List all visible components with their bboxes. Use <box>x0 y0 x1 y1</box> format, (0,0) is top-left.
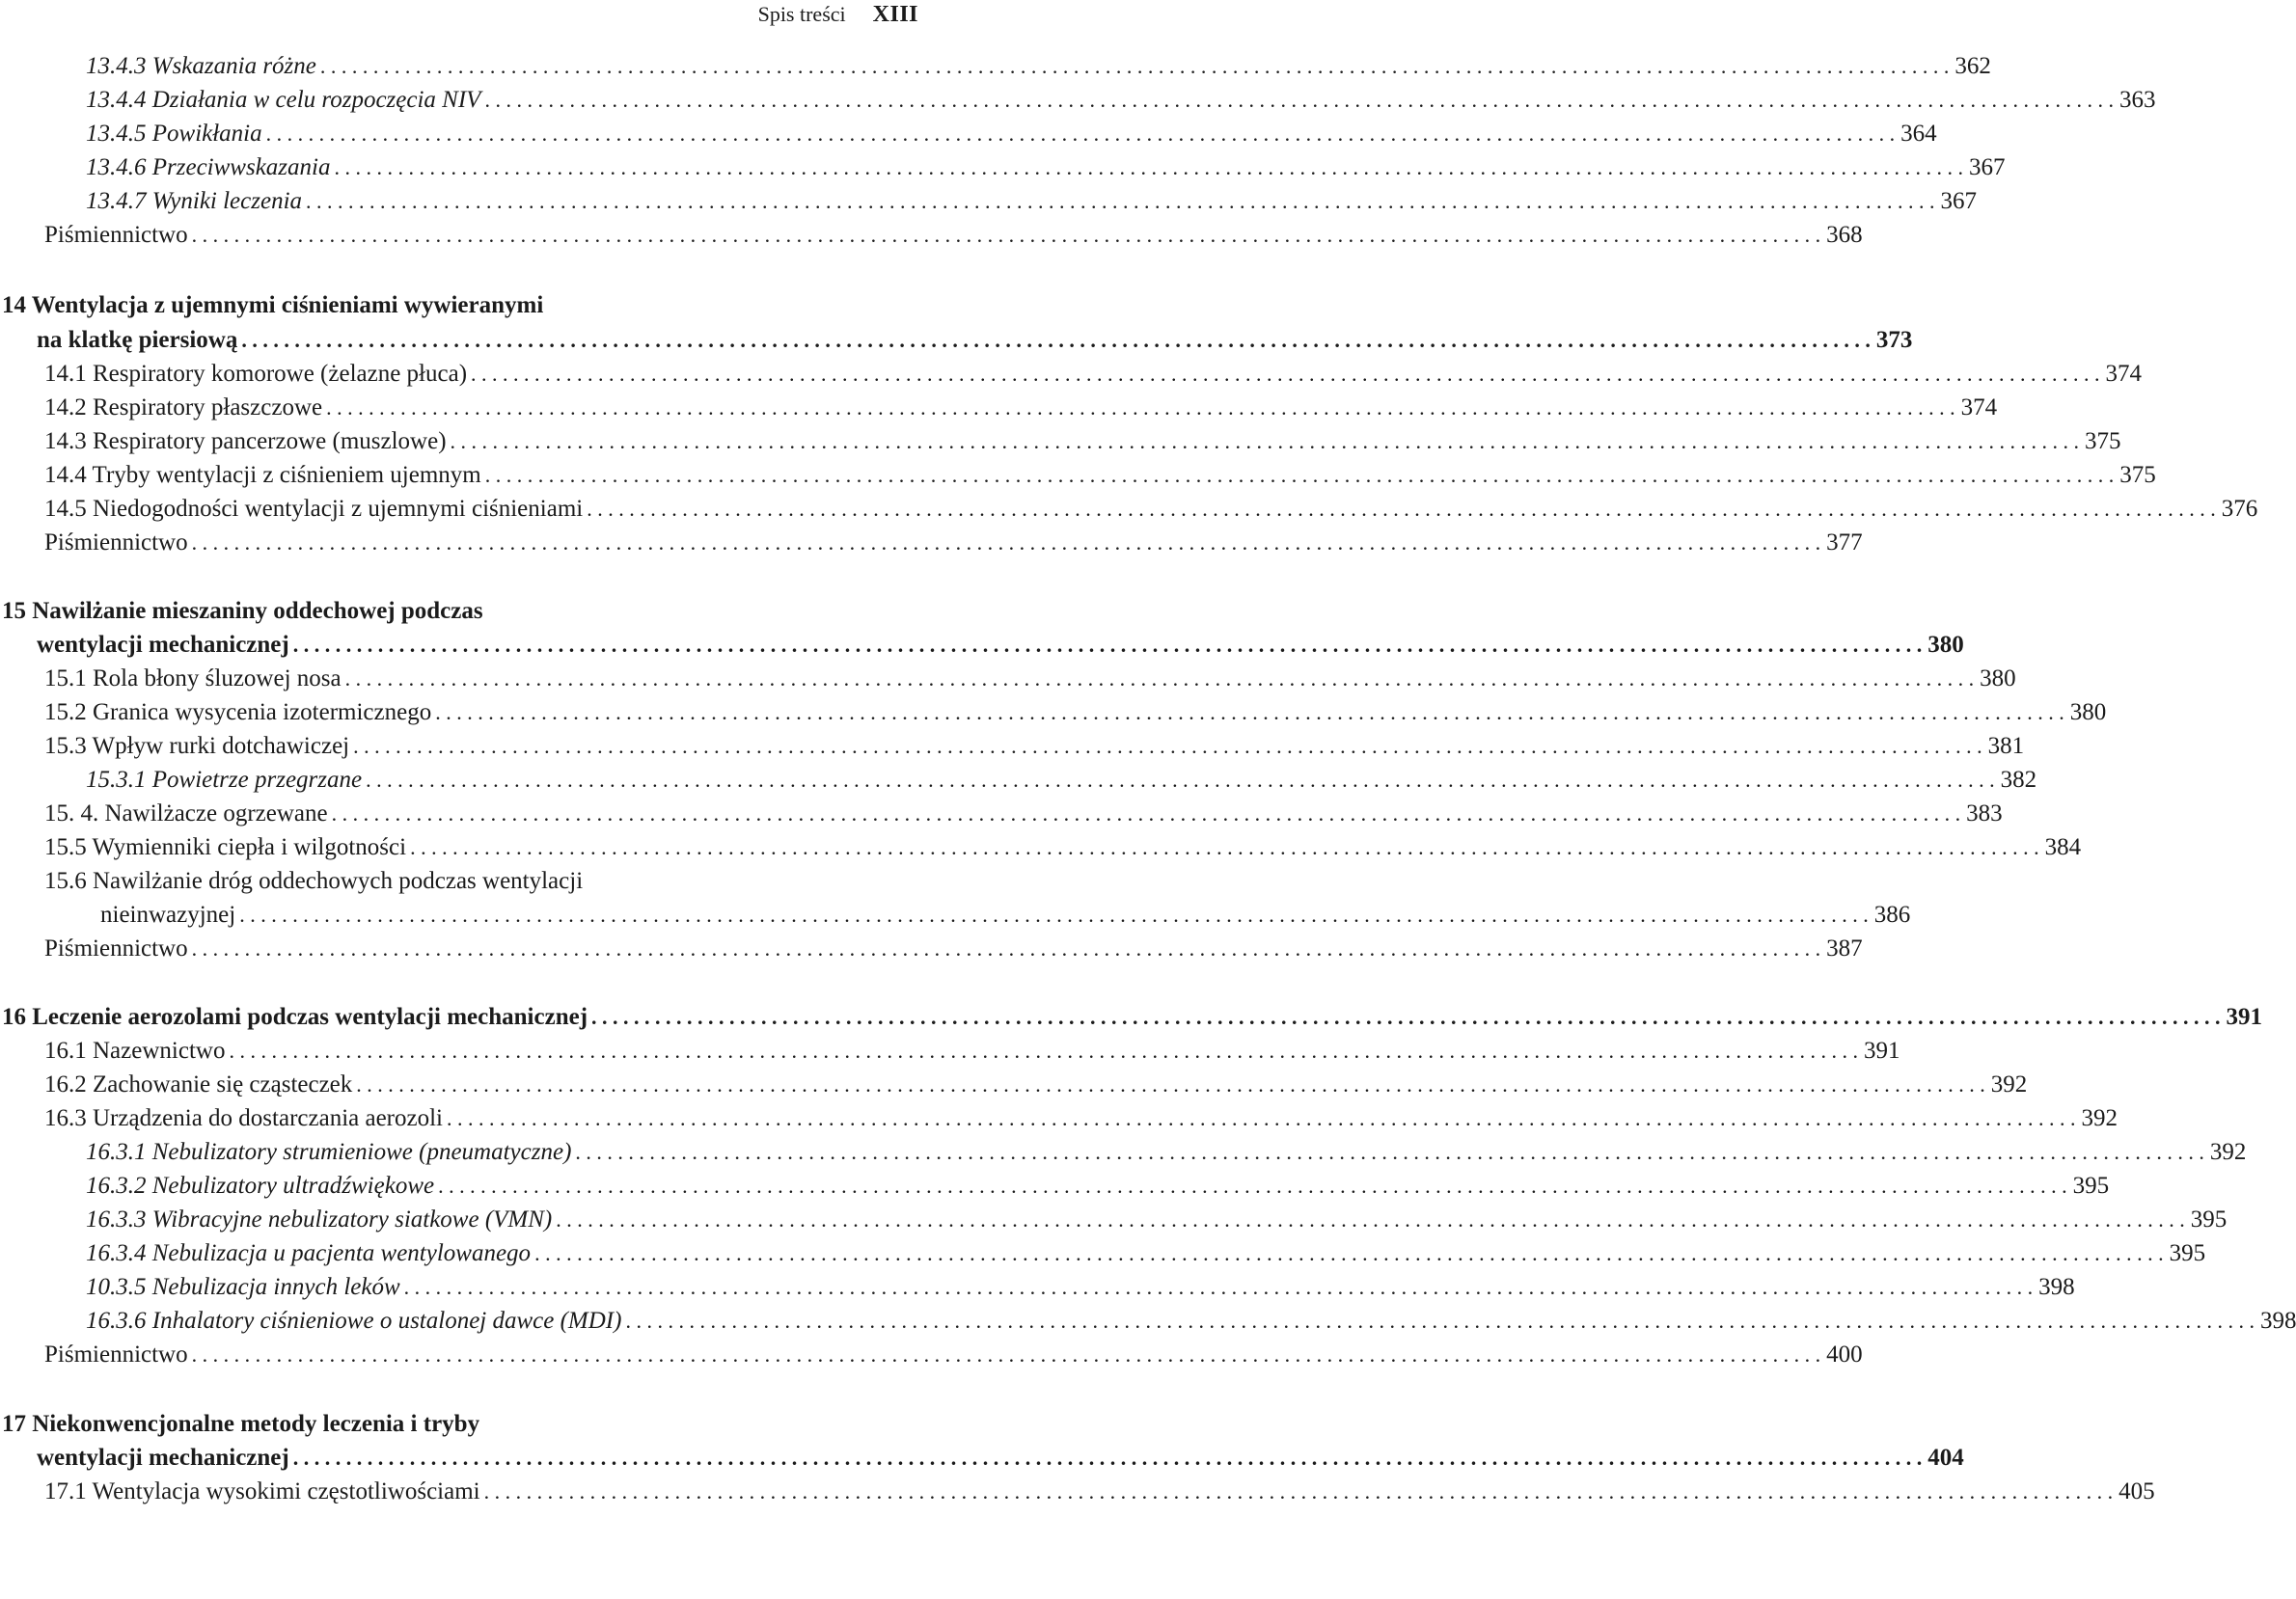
toc-entry[interactable] <box>0 1102 2118 1135</box>
dot-leader <box>471 358 2100 391</box>
toc-entry[interactable] <box>0 1271 2075 1304</box>
toc-entry-label: 13.4.4 Działania w celu rozpoczęcia NIV <box>86 87 481 113</box>
toc-entry-page: 374 <box>2105 361 2143 387</box>
toc-entry-page: 367 <box>1968 154 2006 180</box>
toc-entry-page: 375 <box>2119 462 2156 488</box>
toc-entry[interactable] <box>0 1170 2110 1203</box>
toc-entry[interactable] <box>0 50 1991 83</box>
dot-leader <box>293 629 1923 662</box>
toc-entry-label: 15.2 Granica wysycenia izotermicznego <box>44 699 432 725</box>
toc-entry[interactable] <box>0 764 2037 797</box>
toc-entry-label: 16.3.1 Nebulizatory strumieniowe (pneumatyczne) <box>86 1139 572 1165</box>
toc-entry-label: 15.1 Rola błony śluzowej nosa <box>44 665 342 691</box>
toc-entry-label: 14.2 Respiratory płaszczowe <box>44 394 323 420</box>
dot-leader <box>229 1035 1858 1068</box>
toc-entry-page: 398 <box>2259 1308 2296 1334</box>
toc-entry[interactable] <box>0 185 1978 218</box>
toc-entry-page: 383 <box>1966 800 2003 827</box>
toc-entry[interactable] <box>0 1136 2247 1169</box>
dot-leader <box>266 118 1896 150</box>
chapter-17-title-line1: 17 Niekonwencjonalne metody leczenia i tryby <box>2 1411 480 1437</box>
toc-entry-label: 16.2 Zachowanie się cząsteczek <box>44 1071 353 1098</box>
running-head-title: Spis treści <box>757 2 846 26</box>
toc-entry-page: 363 <box>2118 87 2156 113</box>
toc-entry[interactable] <box>0 696 2107 729</box>
toc-entry[interactable] <box>0 1035 1900 1068</box>
toc-entry[interactable] <box>0 798 2003 830</box>
chapter-14-title-line1: 14 Wentylacja z ujemnymi ciśnieniami wywieranymi <box>2 292 544 318</box>
toc-entry-page: 375 <box>2085 428 2121 454</box>
toc-entry-references[interactable] <box>0 219 1863 252</box>
toc-entry-references[interactable] <box>0 527 1863 559</box>
dot-leader <box>447 1102 2076 1135</box>
toc-entry-references[interactable] <box>0 933 1863 965</box>
toc-entry-page: 364 <box>1900 121 1937 147</box>
toc-entry-page: 405 <box>2118 1478 2155 1504</box>
toc-entry[interactable] <box>0 1305 2296 1338</box>
dot-leader <box>485 459 2115 492</box>
toc-entry-label: Piśmiennictwo <box>44 529 188 556</box>
dot-leader <box>404 1271 2034 1304</box>
toc-entry-label: 15. 4. Nawilżacze ogrzewane <box>44 800 328 827</box>
toc-entry-label: Piśmiennictwo <box>44 1342 188 1368</box>
toc-entry[interactable] <box>0 1204 2228 1236</box>
toc-entry-page: 392 <box>2081 1105 2118 1131</box>
toc-entry-page: 380 <box>1980 665 2016 691</box>
toc-entry-page: 398 <box>2038 1274 2075 1300</box>
toc-entry[interactable] <box>0 392 1998 424</box>
toc-entry-label: Piśmiennictwo <box>44 935 188 962</box>
toc-entry-label: 15.3.1 Powietrze przegrzane <box>86 767 363 793</box>
toc-entry-label: 14.3 Respiratory pancerzowe (muszlowe) <box>44 428 447 454</box>
toc-entry-label: 16.3.4 Nebulizacja u pacjenta wentylowanego <box>86 1240 532 1266</box>
toc-entry-page: 400 <box>1826 1342 1863 1368</box>
dot-leader <box>484 84 2114 117</box>
toc-entry-label: 15.3 Wpływ rurki dotchawiczej <box>44 733 350 759</box>
dot-leader <box>356 1069 1985 1101</box>
dot-leader <box>625 1305 2255 1338</box>
toc-entry-label: 14.5 Niedogodności wentylacji z ujemnymi ciśnieniami <box>44 496 584 522</box>
toc-entry[interactable] <box>0 358 2143 391</box>
toc-entry-page: 395 <box>2190 1206 2228 1233</box>
toc-chapter-16[interactable] <box>0 1001 2263 1034</box>
toc-entry-page: 384 <box>2044 834 2082 860</box>
toc-entry-page: 387 <box>1826 935 1863 962</box>
page-header <box>0 2 918 31</box>
toc-entry[interactable] <box>0 831 2082 864</box>
dot-leader <box>575 1136 2204 1169</box>
toc-entry-page: 391 <box>2226 1004 2263 1030</box>
toc-entry-line1: 15.6 Nawilżanie dróg oddechowych podczas wentylacji <box>44 868 584 894</box>
toc-entry-label: 14.1 Respiratory komorowe (żelazne płuca) <box>44 361 468 387</box>
toc-entry[interactable] <box>0 493 2258 526</box>
toc-entry[interactable] <box>0 730 2025 763</box>
toc-entry-page: 373 <box>1875 327 1913 353</box>
toc-entry-references[interactable] <box>0 1339 1863 1371</box>
dot-leader <box>293 1442 1923 1475</box>
toc-entry[interactable] <box>0 899 1911 932</box>
toc-entry-label: 13.4.5 Powikłania <box>86 121 262 147</box>
toc-entry-page: 380 <box>2069 699 2107 725</box>
dot-leader <box>484 1476 2114 1508</box>
toc-entry-label: 17.1 Wentylacja wysokimi częstotliwościami <box>44 1478 480 1504</box>
toc-entry-page: 381 <box>1987 733 2025 759</box>
dot-leader <box>438 1170 2067 1203</box>
toc-entry-page: 404 <box>1927 1445 1964 1471</box>
toc-entry-label: nieinwazyjnej <box>100 902 236 928</box>
toc-entry[interactable] <box>0 1069 2028 1101</box>
toc-entry-page: 377 <box>1826 529 1863 556</box>
toc-entry-label: 16.3 Urządzenia do dostarczania aerozoli <box>44 1105 443 1131</box>
toc-entry-label: 16.3.3 Wibracyjne nebulizatory siatkowe (VMN) <box>86 1206 553 1233</box>
toc-entry-page: 392 <box>2209 1139 2247 1165</box>
dot-leader <box>587 493 2216 526</box>
toc-entry-label: 16.3.6 Inhalatory ciśnieniowe o ustalonej dawce (MDI) <box>86 1308 622 1334</box>
toc-entry-page: 380 <box>1927 632 1964 658</box>
dot-leader <box>435 696 2064 729</box>
toc-entry-label: 13.4.7 Wyniki leczenia <box>86 188 303 214</box>
dot-leader <box>353 730 1982 763</box>
toc-entry-label: 10.3.5 Nebulizacja innych leków <box>86 1274 400 1300</box>
toc-entry[interactable] <box>0 663 2016 695</box>
dot-leader <box>332 798 1961 830</box>
dot-leader <box>192 933 1821 965</box>
toc-entry-label: na klatkę piersiową <box>37 327 238 353</box>
toc-entry-page: 362 <box>1954 53 1991 79</box>
toc-entry-page: 392 <box>1990 1071 2028 1098</box>
toc-entry-page: 382 <box>2000 767 2037 793</box>
toc-entry-label: 14.4 Tryby wentylacji z ciśnieniem ujemnym <box>44 462 481 488</box>
toc-entry[interactable] <box>0 118 1937 150</box>
toc-entry-label: 16 Leczenie aerozolami podczas wentylacji mechanicznej <box>2 1004 588 1030</box>
toc-entry-label: wentylacji mechanicznej <box>37 632 289 658</box>
toc-entry-label: 16.1 Nazewnictwo <box>44 1038 226 1064</box>
dot-leader <box>334 151 1963 184</box>
dot-leader <box>239 899 1869 932</box>
dot-leader <box>451 425 2080 458</box>
toc-entry[interactable] <box>0 84 2156 117</box>
dot-leader <box>192 1339 1821 1371</box>
toc-entry-page: 391 <box>1863 1038 1900 1064</box>
toc-entry[interactable] <box>0 459 2156 492</box>
dot-leader <box>320 50 1950 83</box>
toc-entry[interactable] <box>0 1237 2206 1270</box>
dot-leader <box>534 1237 2164 1270</box>
toc-entry-page: 374 <box>1960 394 1998 420</box>
toc-entry[interactable] <box>0 151 2006 184</box>
toc-chapter-15[interactable] <box>0 629 1964 662</box>
chapter-15-title-line1: 15 Nawilżanie mieszaniny oddechowej podczas <box>2 598 483 624</box>
dot-leader <box>326 392 1955 424</box>
toc-entry[interactable] <box>0 1476 2155 1508</box>
toc-entry-page: 376 <box>2221 496 2258 522</box>
toc-entry-label: 13.4.6 Przeciwwskazania <box>86 154 331 180</box>
dot-leader <box>556 1204 2185 1236</box>
toc-entry-label: wentylacji mechanicznej <box>37 1445 289 1471</box>
toc-chapter-14[interactable] <box>0 324 1913 357</box>
toc-entry-page: 395 <box>2169 1240 2206 1266</box>
dot-leader <box>241 324 1871 357</box>
toc-entry-label: 16.3.2 Nebulizatory ultradźwiękowe <box>86 1173 435 1199</box>
toc-entry[interactable] <box>0 425 2121 458</box>
dot-leader <box>345 663 1975 695</box>
roman-page-number: XIII <box>872 2 918 27</box>
toc-entry-label: Piśmiennictwo <box>44 222 188 248</box>
toc-entry-page: 386 <box>1873 902 1911 928</box>
dot-leader <box>410 831 2039 864</box>
toc-chapter-17[interactable] <box>0 1442 1964 1475</box>
dot-leader <box>192 219 1821 252</box>
toc-entry-label: 13.4.3 Wskazania różne <box>86 53 316 79</box>
toc-entry-label: 15.5 Wymienniki ciepła i wilgotności <box>44 834 407 860</box>
toc-entry-page: 368 <box>1826 222 1863 248</box>
toc-entry-page: 395 <box>2072 1173 2110 1199</box>
dot-leader <box>591 1001 2221 1034</box>
toc-entry-page: 367 <box>1940 188 1978 214</box>
dot-leader <box>366 764 1995 797</box>
dot-leader <box>306 185 1935 218</box>
dot-leader <box>192 527 1821 559</box>
